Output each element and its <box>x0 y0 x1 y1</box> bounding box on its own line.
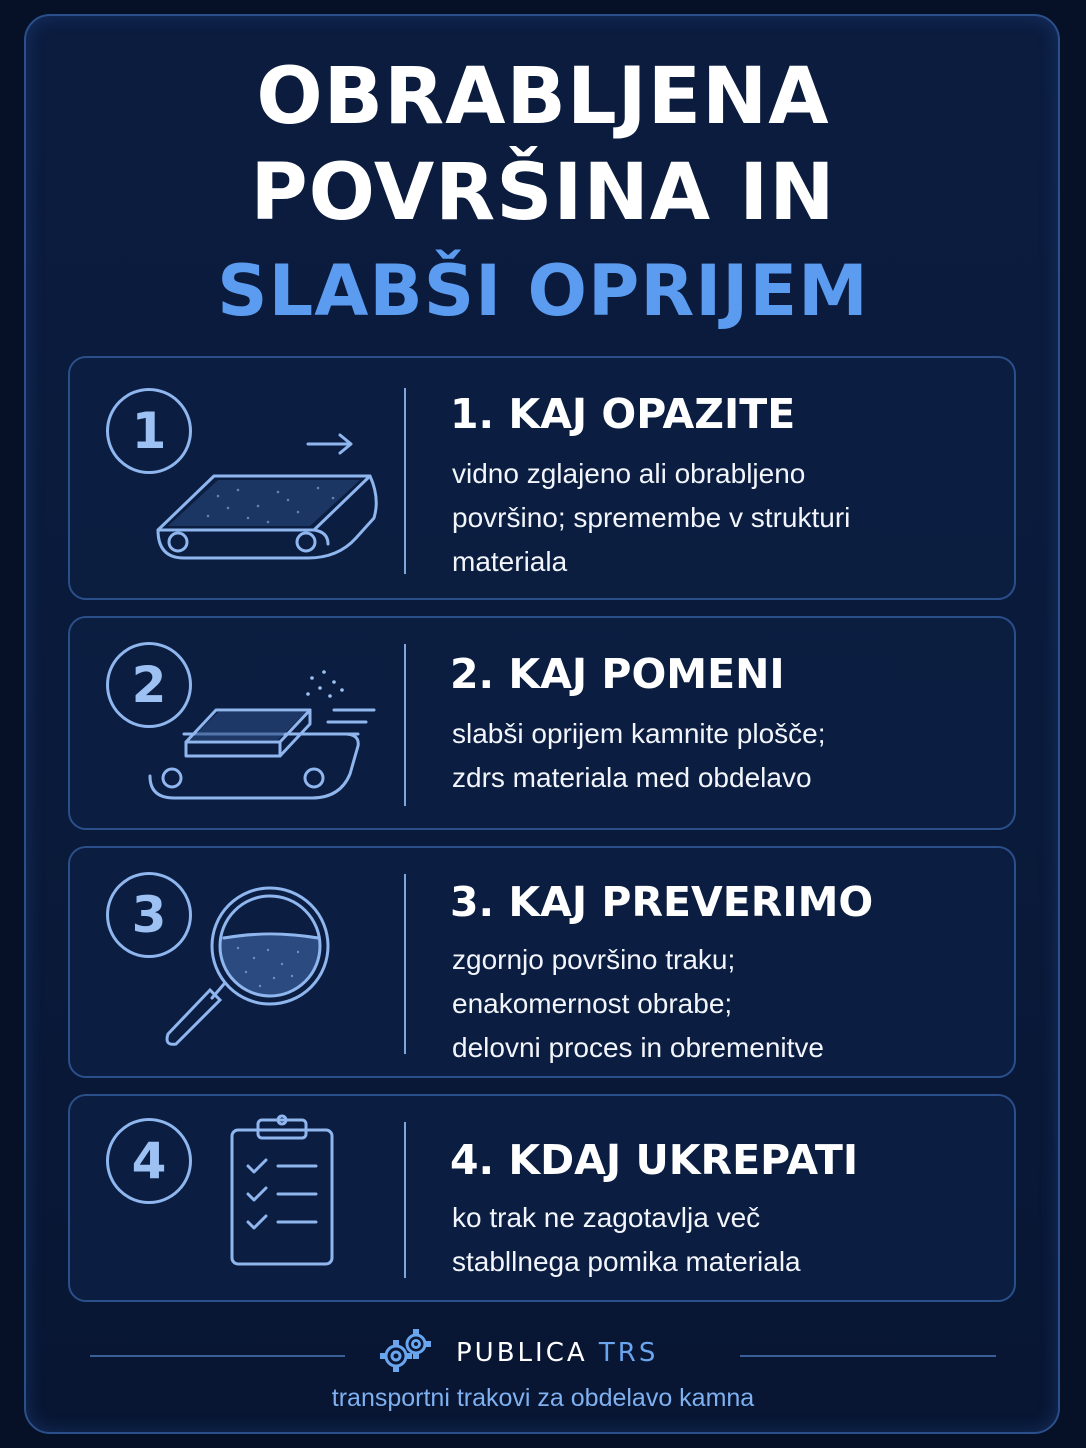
divider <box>404 644 406 806</box>
description-line: zdrs materiala med obdelavo <box>452 762 812 793</box>
step-heading-1: 1. KAJ OPAZITE <box>450 390 796 438</box>
step-heading-2: 2. KAJ POMENI <box>450 650 785 698</box>
step-description-2 <box>452 712 826 800</box>
step-card-4 <box>68 1094 1016 1302</box>
brand-main: PUBLICA <box>456 1338 588 1368</box>
description-line: enakomernost obrabe; <box>452 988 733 1019</box>
title-line-2: POVRŠINA IN <box>250 148 836 238</box>
step-heading-3: 3. KAJ PREVERIMO <box>450 878 874 926</box>
step-heading-4: 4. KDAJ UKREPATI <box>450 1136 859 1184</box>
description-line: slabši oprijem kamnite plošče; <box>452 718 826 749</box>
footer-rule-right <box>740 1355 996 1357</box>
step-description-4 <box>452 1196 801 1284</box>
description-line: ko trak ne zagotavlja več <box>452 1202 761 1233</box>
step-description-3 <box>452 938 824 1070</box>
description-line: vidno zglajeno ali obrabljeno <box>452 458 806 489</box>
brand-accent: TRS <box>598 1338 659 1368</box>
divider <box>404 1122 406 1278</box>
footer-rule-left <box>90 1355 345 1357</box>
step-number-1: 1 <box>106 388 192 474</box>
conveyor-belt-icon <box>148 426 384 566</box>
gears-logo-icon <box>376 1326 434 1378</box>
title-line-3: SLABŠI OPRIJEM <box>217 250 869 332</box>
title-line-1: OBRABLJENA <box>256 52 830 142</box>
step-number-3: 3 <box>106 872 192 958</box>
description-line: stabllnega pomika materiala <box>452 1246 801 1277</box>
step-card-2 <box>68 616 1016 830</box>
description-line: materiala <box>452 546 568 577</box>
step-card-3 <box>68 846 1016 1078</box>
tagline: transportni trakovi za obdelavo kamna <box>331 1384 755 1412</box>
description-line: delovni proces in obremenitve <box>452 1032 824 1063</box>
divider <box>404 388 406 574</box>
description-line: površino; spremembe v strukturi <box>452 502 851 533</box>
step-number-2: 2 <box>106 642 192 728</box>
step-description-1 <box>452 452 850 584</box>
step-card-1 <box>68 356 1016 600</box>
divider <box>404 874 406 1054</box>
clipboard-checklist-icon <box>226 1112 338 1268</box>
brand-name <box>456 1338 658 1368</box>
slipping-slab-icon <box>144 658 384 808</box>
magnifier-icon <box>158 868 338 1058</box>
description-line: zgornjo površino traku; <box>452 944 736 975</box>
step-number-4: 4 <box>106 1118 192 1204</box>
